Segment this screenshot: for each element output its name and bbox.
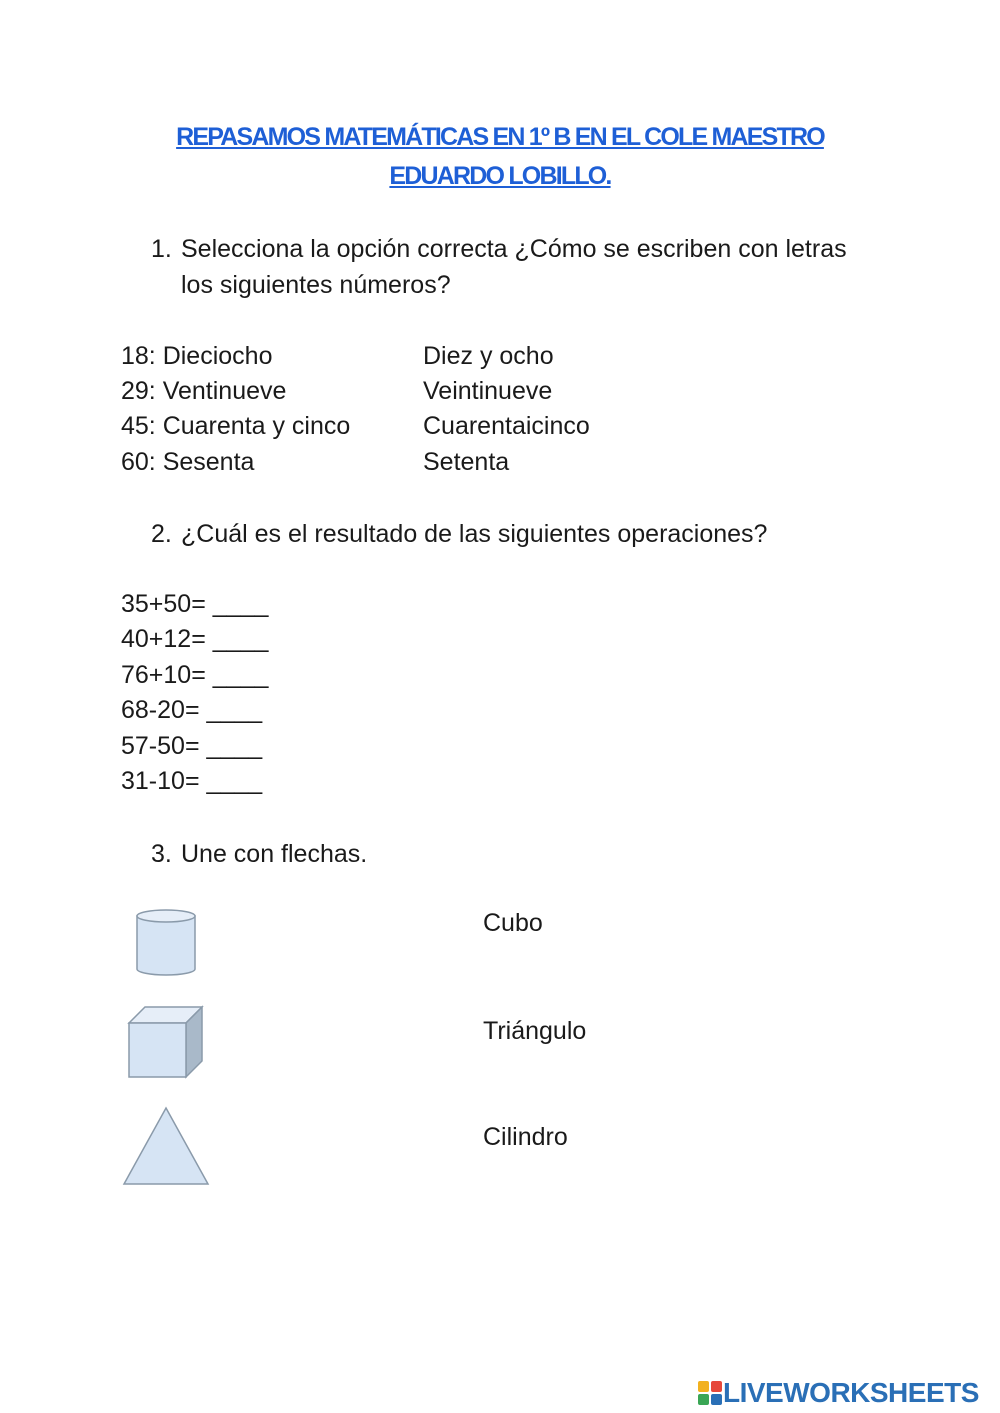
question-3 <box>151 836 851 872</box>
match-word[interactable]: Triángulo <box>483 1017 587 1045</box>
cylinder-icon[interactable] <box>134 907 198 979</box>
match-word[interactable]: Cilindro <box>483 1123 568 1151</box>
question-1-text: Selecciona la opción correcta ¿Cómo se escriben con letras los siguientes números? <box>181 235 847 299</box>
operation-line[interactable]: 35+50= ____ <box>121 590 269 618</box>
operation-line[interactable]: 31-10= ____ <box>121 767 263 795</box>
question-3-text: Une con flechas. <box>181 840 368 868</box>
q1-option-left[interactable]: 18: Dieciocho <box>121 342 273 370</box>
q1-option-left[interactable]: 60: Sesenta <box>121 448 255 476</box>
question-3-number: 3. <box>151 840 172 868</box>
match-word[interactable]: Cubo <box>483 909 543 937</box>
q1-option-left[interactable]: 45: Cuarenta y cinco <box>121 412 351 440</box>
triangle-icon[interactable] <box>121 1105 211 1187</box>
question-2-number: 2. <box>151 520 172 548</box>
page-title: REPASAMOS MATEMÁTICAS EN 1º B EN EL COLE MAESTRO EDUARDO LOBILLO. <box>176 123 824 190</box>
logo-text: LIVEWORKSHEETS <box>723 1377 979 1408</box>
operation-line[interactable]: 68-20= ____ <box>121 696 263 724</box>
operation-line[interactable]: 40+12= ____ <box>121 625 269 653</box>
cube-icon[interactable] <box>126 1004 206 1080</box>
q1-option-right[interactable]: Veintinueve <box>423 377 553 405</box>
operation-line[interactable]: 76+10= ____ <box>121 661 269 689</box>
q1-option-right[interactable]: Diez y ocho <box>423 342 554 370</box>
liveworksheets-logo <box>697 1376 979 1410</box>
question-2-text: ¿Cuál es el resultado de las siguientes operaciones? <box>181 520 768 548</box>
question-1 <box>151 231 851 303</box>
question-2 <box>151 516 851 552</box>
logo-icon <box>697 1380 723 1406</box>
q1-option-right[interactable]: Cuarentaicinco <box>423 412 590 440</box>
question-1-number: 1. <box>151 235 172 263</box>
q1-option-right[interactable]: Setenta <box>423 448 510 476</box>
operation-line[interactable]: 57-50= ____ <box>121 732 263 760</box>
q1-option-left[interactable]: 29: Ventinueve <box>121 377 287 405</box>
